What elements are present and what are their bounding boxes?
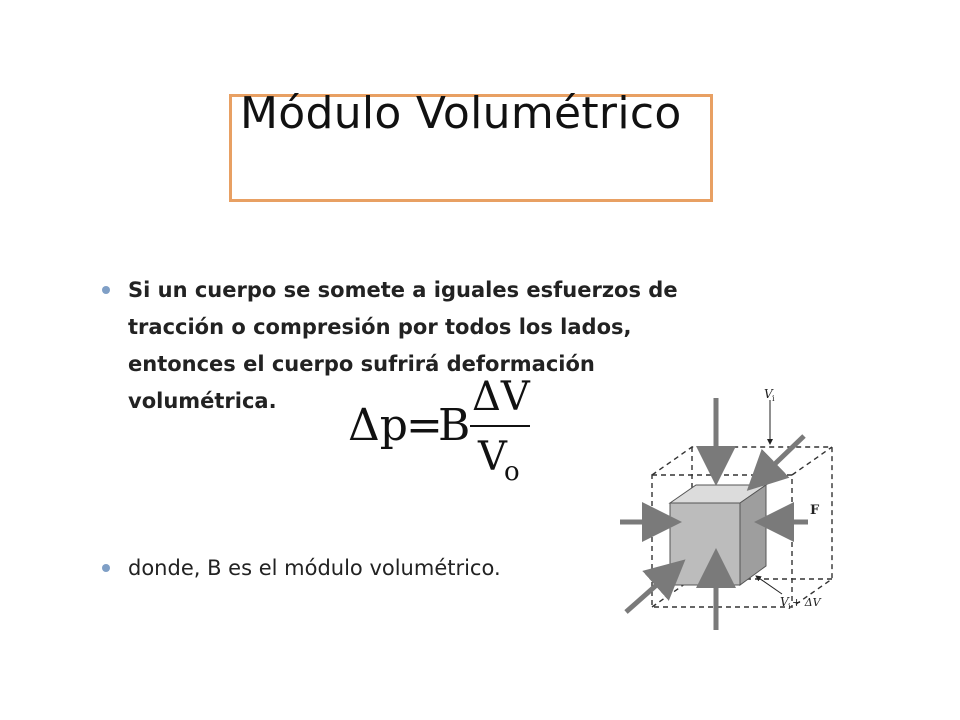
label-final-volume: V [780, 595, 789, 609]
formula-numerator: ΔV [472, 374, 530, 420]
label-final-volume-sub: i [788, 602, 791, 611]
formula-denominator: V [478, 434, 507, 480]
label-initial-volume-sub: i [772, 394, 775, 403]
formula-coefficient: B [438, 400, 471, 451]
formula-denominator-sub: o [504, 457, 520, 487]
bulk-modulus-formula [340, 368, 550, 488]
formula-lhs: Δp [348, 400, 408, 451]
compression-cube-figure [594, 380, 854, 635]
label-final-volume-suffix: + ΔV [792, 596, 821, 609]
slide-title: Módulo Volumétrico [240, 88, 682, 139]
label-initial-volume: V [764, 387, 773, 401]
bullet-text-1: Si un cuerpo se somete a iguales esfuerzos de tracción o compresión por todos los lados, entonces el cuerpo sufrirá deformación volumétrica. [128, 278, 678, 413]
formula-equals: = [406, 400, 443, 451]
label-force: F [810, 503, 820, 518]
bullet-marker-2 [102, 564, 110, 572]
bullet-text-2: donde, B es el módulo volumétrico. [128, 556, 501, 580]
bullet-marker-1 [102, 286, 110, 294]
